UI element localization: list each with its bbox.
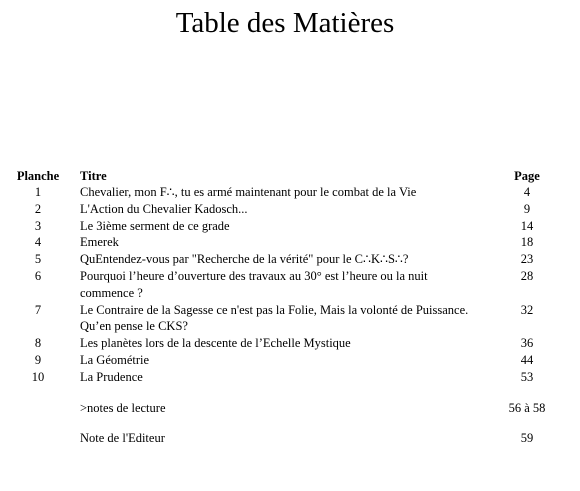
toc-row (0, 218, 580, 235)
page-number: 23 (520, 252, 534, 267)
planche-number: 7 (34, 302, 42, 317)
entry-title: Pourquoi l’heure d’ouverture des travaux au 30° est l’heure ou la nuit commence ? (80, 268, 428, 300)
planche-number: 5 (34, 252, 42, 267)
entry-title: La Prudence (80, 369, 143, 384)
entry-title: La Géométrie (80, 352, 150, 367)
toc-row (0, 335, 580, 352)
planche-number: 10 (31, 369, 45, 384)
entry-title: Le 3ième serment de ce grade (80, 218, 230, 233)
toc-row (0, 352, 580, 369)
planche-number: 8 (34, 336, 42, 351)
page-number: 36 (520, 336, 534, 351)
table-of-contents (0, 168, 580, 447)
column-header-page: Page (514, 169, 540, 183)
toc-row (0, 201, 580, 218)
page-number: 18 (520, 235, 534, 250)
toc-extra-row (0, 400, 580, 417)
page-number: 28 (520, 268, 534, 283)
page-number: 32 (520, 302, 534, 317)
entry-title: Le Contraire de la Sagesse ce n'est pas la Folie, Mais la volonté de Puissance. Qu’en pense le CKS? (80, 302, 469, 334)
entry-title: >notes de lecture (80, 400, 166, 415)
toc-row (0, 184, 580, 201)
toc-row (0, 268, 580, 302)
toc-row (0, 302, 580, 336)
page-number: 4 (523, 185, 531, 199)
toc-extra-row (0, 430, 580, 447)
entry-title: Chevalier, mon F∴, tu es armé maintenant pour le combat de la Vie (80, 185, 417, 199)
page-number: 53 (520, 369, 534, 384)
toc-header-row (0, 168, 580, 184)
toc-row (0, 251, 580, 268)
planche-number: 9 (34, 352, 42, 367)
planche-number: 6 (34, 268, 42, 283)
planche-number: 4 (34, 235, 42, 250)
entry-title: L'Action du Chevalier Kadosch... (80, 201, 248, 216)
planche-number: 3 (34, 218, 42, 233)
entry-title: QuEntendez-vous par "Recherche de la vérité" pour le C∴K∴S∴? (80, 252, 409, 267)
toc-row (0, 369, 580, 386)
page-number: 9 (523, 201, 531, 216)
entry-title: Les planètes lors de la descente de l’Echelle Mystique (80, 336, 351, 351)
planche-number: 1 (34, 185, 42, 199)
page-title: Table des Matières (175, 7, 395, 39)
entry-title: Note de l'Editeur (80, 431, 165, 446)
toc-row (0, 234, 580, 251)
entry-title: Emerek (80, 235, 119, 250)
column-header-planche: Planche (16, 169, 60, 183)
column-header-titre: Titre (80, 169, 107, 183)
page-number: 59 (520, 431, 534, 446)
page-number: 56 à 58 (508, 400, 546, 415)
page-number: 14 (520, 218, 534, 233)
planche-number: 2 (34, 201, 42, 216)
page-number: 44 (520, 352, 534, 367)
